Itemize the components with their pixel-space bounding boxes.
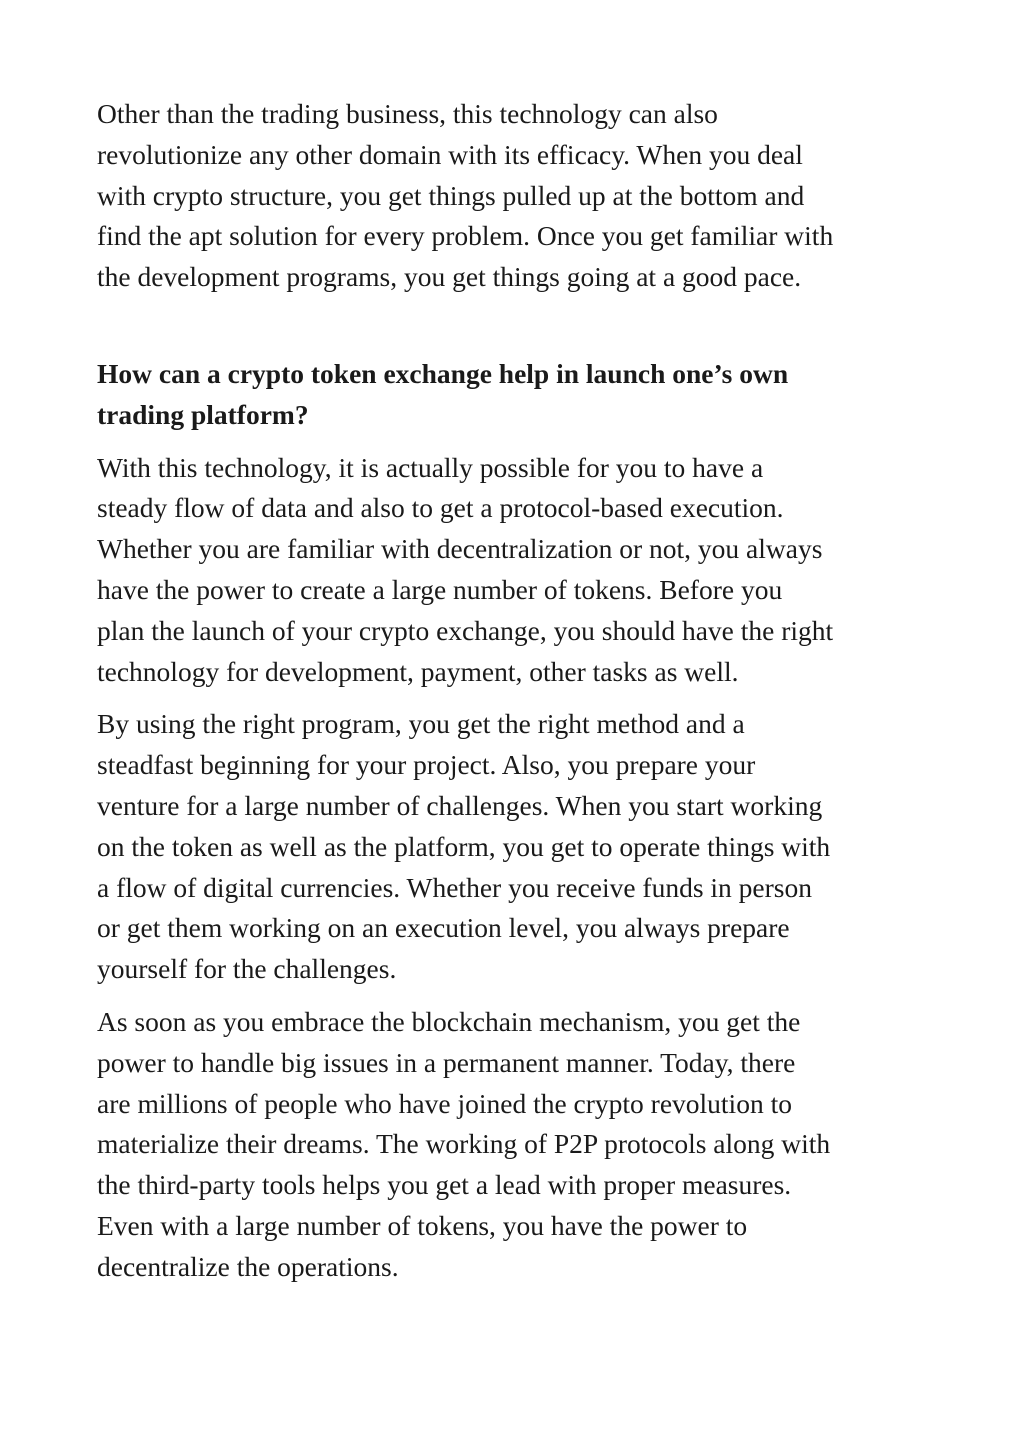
- heading-line: How can a crypto token exchange help in launch one’s own: [97, 357, 789, 389]
- text-line: materialize their dreams. The working of P2P protocols along with: [97, 1128, 831, 1160]
- text-line: power to handle big issues in a permanent manner. Today, there: [97, 1046, 796, 1078]
- text-line: are millions of people who have joined the crypto revolution to: [97, 1087, 792, 1119]
- text-line: As soon as you embrace the blockchain mechanism, you get the: [97, 1005, 801, 1037]
- text-line: technology for development, payment, other tasks as well.: [97, 655, 739, 687]
- paragraph-technology: [97, 448, 937, 693]
- paragraph-intro: [97, 94, 937, 298]
- text-line: with crypto structure, you get things pulled up at the bottom and: [97, 179, 805, 211]
- text-line: venture for a large number of challenges. When you start working: [97, 789, 823, 821]
- text-line: on the token as well as the platform, you get to operate things with: [97, 830, 831, 862]
- text-line: Other than the trading business, this technology can also: [97, 98, 718, 129]
- text-line: find the apt solution for every problem. Once you get familiar with: [97, 220, 834, 252]
- text-line: the development programs, you get things going at a good pace.: [97, 261, 802, 293]
- text-line: With this technology, it is actually possible for you to have a: [97, 451, 764, 483]
- text-line: Even with a large number of tokens, you have the power to: [97, 1209, 748, 1241]
- text-line: or get them working on an execution level, you always prepare: [97, 912, 790, 944]
- text-line: By using the right program, you get the right method and a: [97, 708, 745, 740]
- paragraph-blockchain: [97, 1002, 937, 1288]
- text-line: have the power to create a large number of tokens. Before you: [97, 573, 783, 605]
- text-line: revolutionize any other domain with its efficacy. When you deal: [97, 138, 803, 170]
- text-line: the third-party tools helps you get a lead with proper measures.: [97, 1169, 792, 1201]
- text-line: steady flow of data and also to get a protocol-based execution.: [97, 492, 784, 524]
- text-line: plan the launch of your crypto exchange, you should have the right: [97, 614, 834, 646]
- paragraph-program: [97, 704, 937, 990]
- document-page: [97, 94, 937, 1300]
- text-line: Whether you are familiar with decentralization or not, you always: [97, 533, 823, 565]
- text-line: decentralize the operations.: [97, 1250, 399, 1282]
- text-line: steadfast beginning for your project. Also, you prepare your: [97, 749, 756, 781]
- text-line: yourself for the challenges.: [97, 953, 397, 985]
- text-line: a flow of digital currencies. Whether you receive funds in person: [97, 871, 812, 903]
- heading-line: trading platform?: [97, 398, 309, 430]
- section-heading: [97, 354, 937, 436]
